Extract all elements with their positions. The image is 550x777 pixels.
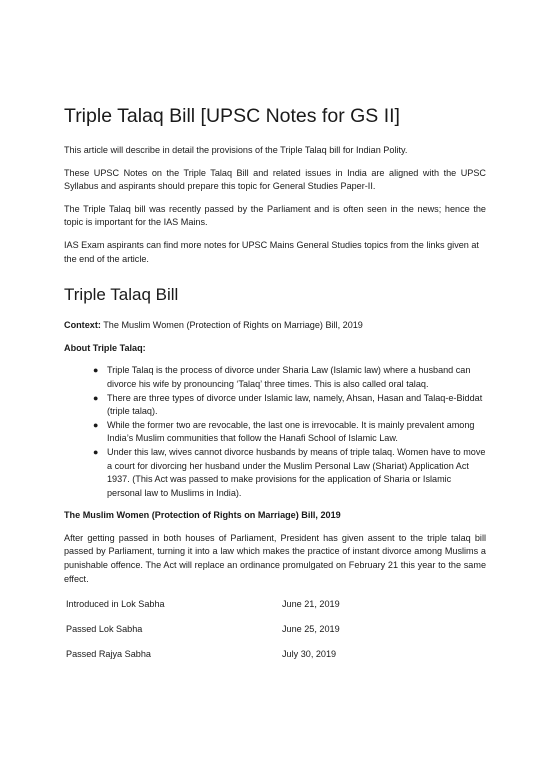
bullet-icon: ● [93, 446, 99, 457]
list-item [94, 364, 486, 391]
intro-paragraph: This article will describe in detail the provisions of the Triple Talaq bill for Indian Polity. [64, 145, 408, 155]
bullet-text: There are three types of divorce under Islamic law, namely, Ahsan, Hasan and Talaq-e-Biddat (triple talaq). [107, 392, 483, 417]
timeline-date: June 25, 2019 [282, 624, 340, 635]
bill-heading: The Muslim Women (Protection of Rights on Marriage) Bill, 2019 [64, 510, 341, 521]
timeline-date: June 21, 2019 [282, 599, 340, 610]
intro-paragraph: These UPSC Notes on the Triple Talaq Bill and related issues in India are aligned with the UPSC Syllabus and aspirants should prepare this topic for General Studies Paper-II. [64, 167, 486, 192]
intro-paragraph: IAS Exam aspirants can find more notes for UPSC Mains General Studies topics from the links given at the end of the article. [64, 239, 479, 264]
bullet-icon: ● [93, 419, 99, 430]
bullet-text: Triple Talaq is the process of divorce under Sharia Law (Islamic law) where a husband can divorce his wife by pronouncing ‘Talaq’ three times. This is also called oral talaq. [107, 365, 471, 389]
document-page [64, 104, 486, 673]
section-heading: Triple Talaq Bill [64, 285, 179, 305]
table-row [66, 598, 340, 623]
bullet-text: While the former two are revocable, the last one is irrevocable. It is mainly prevalent among India’s Muslim communities that follow the Hanafi School of Islamic Law. [107, 419, 475, 444]
table-row [66, 648, 340, 673]
timeline-date: July 30, 2019 [282, 649, 337, 660]
bullet-icon: ● [93, 392, 99, 403]
list-item [94, 392, 486, 419]
context-label: Context: [64, 320, 101, 331]
bullet-text: Under this law, wives cannot divorce husbands by means of triple talaq. Women have to move a court for divorcing her husband under the Muslim Personal Law (Shariat) Application Act 1937. (This Act was passed to make provisions for the application of Sharia or Islamic personal law to Muslims in India). [107, 446, 486, 498]
timeline-event: Passed Lok Sabha [66, 624, 143, 635]
bullet-icon: ● [93, 365, 99, 376]
intro-paragraph: The Triple Talaq bill was recently passed by the Parliament and is often seen in the news; hence the topic is important for the IAS Mains. [64, 203, 486, 228]
timeline-event: Passed Rajya Sabha [66, 649, 151, 660]
about-heading: About Triple Talaq: [64, 342, 146, 353]
list-item [94, 446, 486, 500]
timeline-event: Introduced in Lok Sabha [66, 599, 165, 610]
context-text: The Muslim Women (Protection of Rights on Marriage) Bill, 2019 [100, 320, 363, 331]
bullet-list [64, 364, 486, 500]
bill-paragraph: After getting passed in both houses of Parliament, President has given assent to the triple talaq bill passed by Parliament, turning it into a law which makes the practice of instant divorce among Muslims a punishable offence. The Act will replace an ordinance promulgated on February 21 this year to the same effect. [64, 532, 486, 584]
timeline-table [66, 598, 340, 673]
context-line [64, 319, 486, 333]
list-item [94, 419, 486, 446]
table-row [66, 623, 340, 648]
page-title: Triple Talaq Bill [UPSC Notes for GS II] [64, 105, 400, 127]
